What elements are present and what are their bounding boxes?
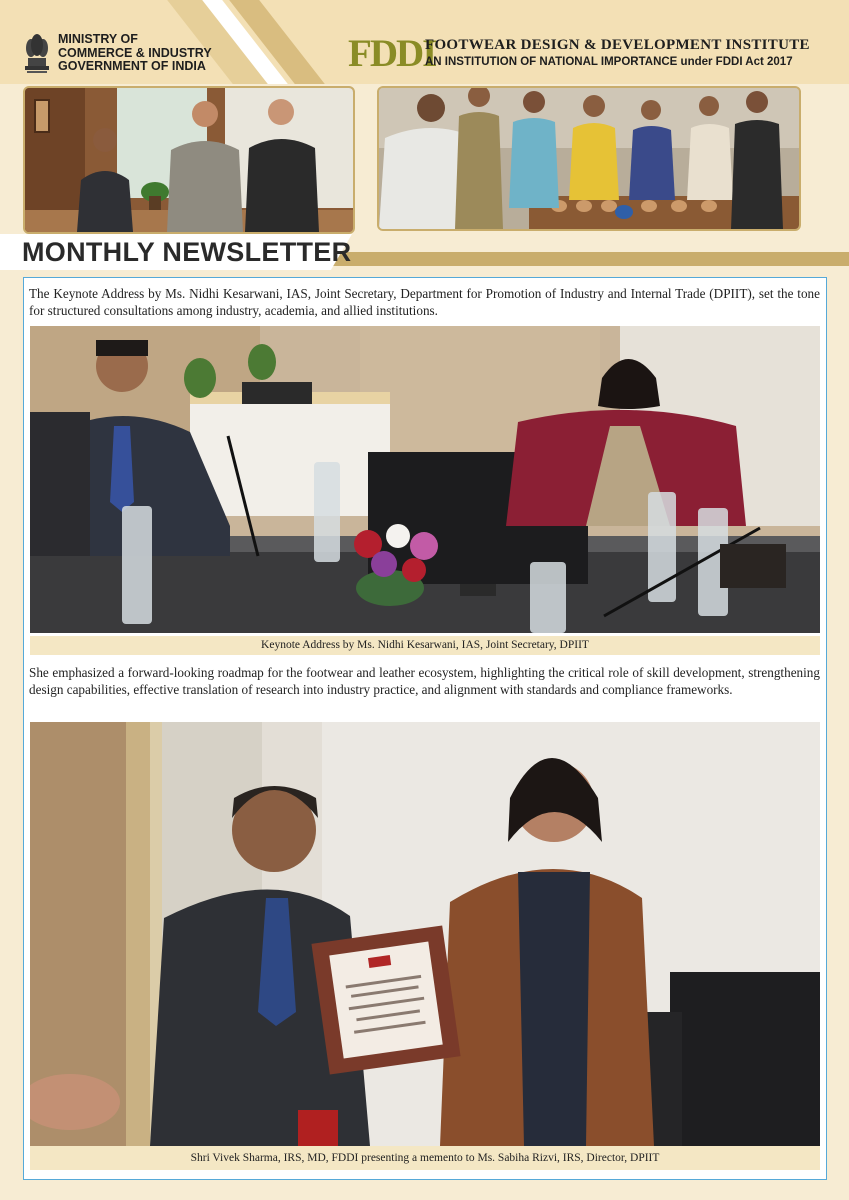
institute-tagline: AN INSTITUTION OF NATIONAL IMPORTANCE under FDDI Act 2017 [425, 56, 793, 68]
photo-keynote-address [30, 326, 820, 633]
ministry-name [58, 33, 212, 74]
photo-students-group [377, 86, 801, 231]
institute-name: FOOTWEAR DESIGN & DEVELOPMENT INSTITUTE [425, 37, 810, 53]
photo-officials-plant-image [25, 88, 353, 232]
fddi-logo-text: FDDI [348, 32, 436, 75]
paragraph-roadmap: She emphasized a forward-looking roadmap for the footwear and leather ecosystem, highlighting the critical role of skill development, strengthening design capabilities, effective translation of research into industry practice, and alignment with standards and compliance frameworks. [29, 665, 820, 697]
fddi-logo [348, 34, 435, 74]
photo-students-group-image [379, 88, 799, 229]
photo-officials-plant [23, 86, 355, 234]
caption-memento-photo: Shri Vivek Sharma, IRS, MD, FDDI presenting a memento to Ms. Sabiha Rizvi, IRS, Director, DPIIT [30, 1146, 820, 1170]
ministry-line-2: COMMERCE & INDUSTRY [58, 45, 212, 60]
header [0, 0, 849, 84]
photo-memento-presentation-image [30, 722, 820, 1146]
newsletter-title: MONTHLY NEWSLETTER [22, 237, 352, 267]
ministry-line-3: GOVERNMENT OF INDIA [58, 59, 206, 73]
photo-memento-presentation [30, 722, 820, 1146]
paragraph-keynote: The Keynote Address by Ms. Nidhi Kesarwani, IAS, Joint Secretary, Department for Promotion of Industry and Internal Trade (DPIIT), set the tone for structured consultations among industry, academia, and allied institutions. [29, 286, 820, 318]
photo-keynote-address-image [30, 326, 820, 633]
caption-keynote-photo: Keynote Address by Ms. Nidhi Kesarwani, IAS, Joint Secretary, DPIIT [30, 636, 820, 655]
ministry-line-1: MINISTRY OF [58, 32, 138, 46]
national-emblem-icon [22, 28, 52, 74]
